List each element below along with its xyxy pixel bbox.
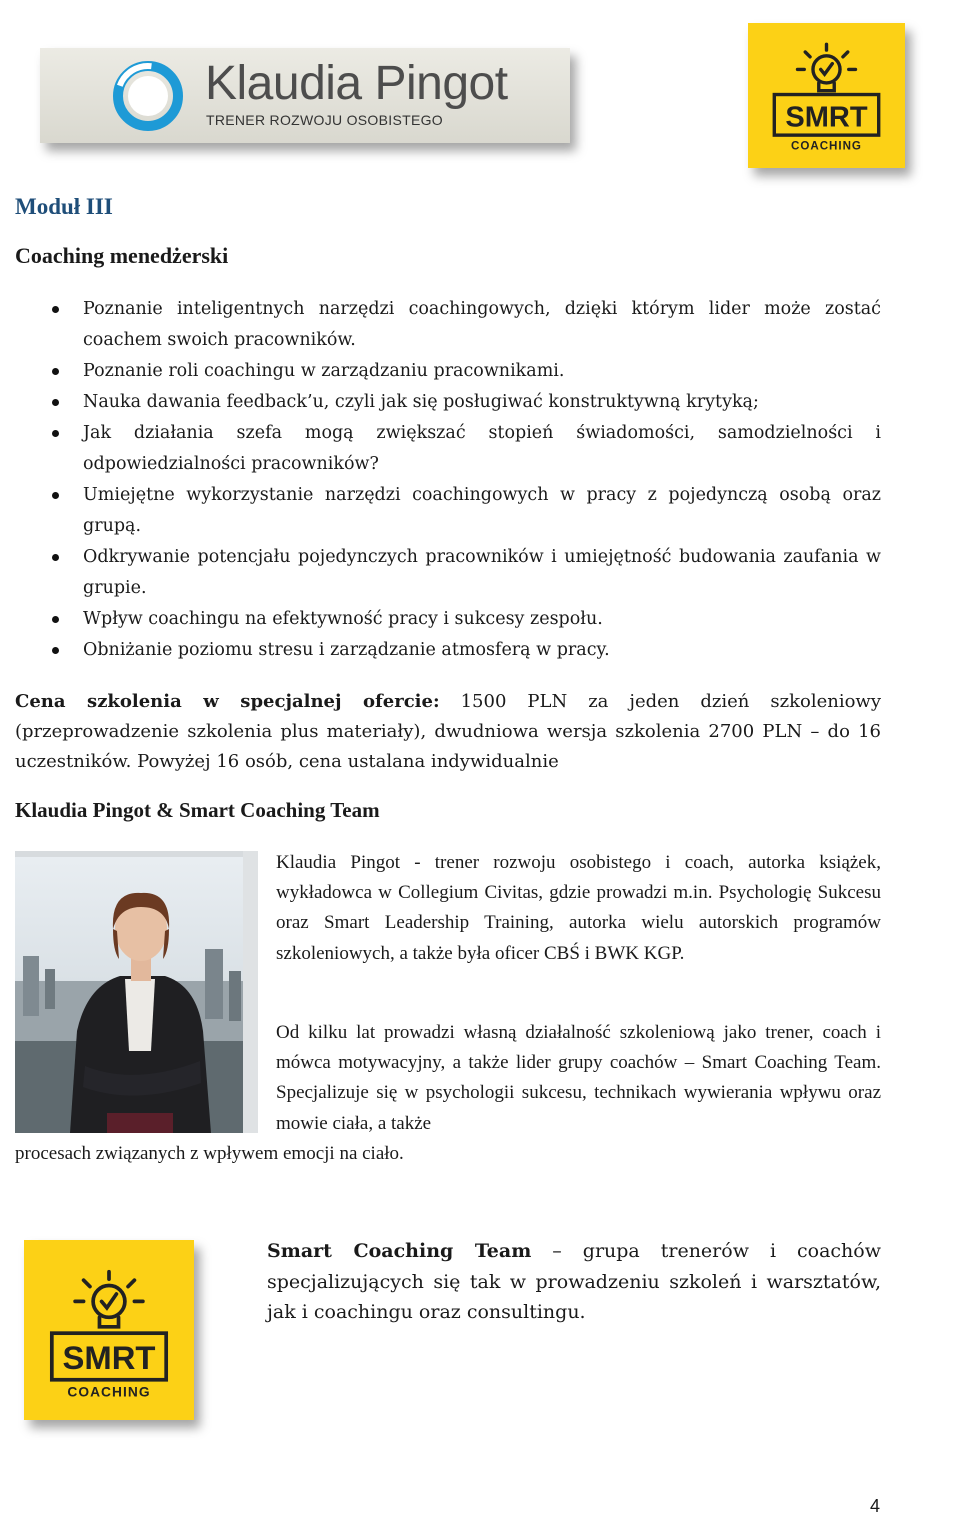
list-item: Obniżanie poziomu stresu i zarządzanie atmosferą w pracy. <box>83 635 881 666</box>
team-heading: Klaudia Pingot & Smart Coaching Team <box>15 798 380 822</box>
bio-paragraph-2-tail: procesach związanych z wpływem emocji na ciało. <box>15 1143 404 1164</box>
list-item: Poznanie roli coachingu w zarządzaniu pracownikami. <box>83 356 881 387</box>
logo-subtitle: TRENER ROZWOJU OSOBISTEGO <box>206 112 443 128</box>
logo-name: Klaudia Pingot <box>205 57 508 110</box>
lightbulb-icon <box>798 44 856 90</box>
module-label: Moduł III <box>15 194 113 219</box>
page-number: 4 <box>870 1496 881 1516</box>
smrt-coaching-logo-graphic <box>748 23 905 168</box>
price-paragraph <box>15 687 881 777</box>
list-item: Umiejętne wykorzystanie narzędzi coachingowych w pracy z pojedynczą osobą oraz grupą. <box>83 480 881 542</box>
list-item: Nauka dawania feedback’u, czyli jak się posługiwać konstruktywną krytyką; <box>83 387 881 418</box>
logo-ring-icon <box>112 60 184 132</box>
price-label: Cena szkolenia w specjalnej ofercie: <box>15 691 440 712</box>
bio-paragraph-2: Od kilku lat prowadzi własną działalność szkoleniową jako trener, coach i mówca motywacyjny, a także lider grupy coachów – Smart Coaching Team. Specjalizuje się w psychologii sukcesu, technikach wywierania wpływu oraz mowie ciała, a także <box>276 1022 881 1134</box>
smrt-logo-text: SMRT <box>62 1339 156 1377</box>
list-item: Wpływ coachingu na efektywność pracy i sukcesy zespołu. <box>83 604 881 635</box>
smart-team-description <box>267 1236 881 1328</box>
list-item: Poznanie inteligentnych narzędzi coachingowych, dzięki którym lider może zostać coachem swoich pracowników. <box>83 294 881 356</box>
portrait-photo <box>15 851 258 1133</box>
smrt-coaching-logo <box>748 23 905 168</box>
list-item: Odkrywanie potencjału pojedynczych pracowników i umiejętność budowania zaufania w grupie. <box>83 542 881 604</box>
module-bullet-list <box>83 294 881 666</box>
module-title: Coaching menedżerski <box>15 243 229 268</box>
lightbulb-icon <box>75 1272 143 1327</box>
smrt-logo-sub: COACHING <box>791 139 862 153</box>
smrt-logo-text: SMRT <box>785 101 868 134</box>
bio-paragraph-1: Klaudia Pingot - trener rozwoju osobistego i coach, autorka książek, wykładowca w Collegium Civitas, gdzie prowadzi m.in. Psychologię Sukcesu oraz Smart Leadership Training, autorka wielu autorskich programów szkoleniowych, a także była oficer CBŚ i BWK KGP. <box>276 852 881 964</box>
smrt-logo-sub: COACHING <box>67 1384 151 1400</box>
smart-team-name: Smart Coaching Team <box>267 1240 532 1262</box>
smrt-coaching-logo-graphic <box>24 1240 194 1420</box>
price-text: 1500 PLN za jeden dzień szkoleniowy (przeprowadzenie szkolenia plus materiały), dwudniowa wersja szkolenia 2700 PLN – do 16 uczestników. Powyżej 16 osób, cena ustalana indywidualnie <box>15 691 881 772</box>
list-item: Jak działania szefa mogą zwiększać stopień świadomości, samodzielności i odpowiedzialności pracowników? <box>83 418 881 480</box>
klaudia-pingot-logo <box>40 48 570 143</box>
smrt-coaching-logo-bottom <box>24 1240 194 1420</box>
portrait-image <box>15 851 258 1133</box>
smart-team-desc-text: – grupa trenerów i coachów specjalizujących się tak w prowadzeniu szkoleń i warsztatów, jak i coachingu oraz consultingu. <box>267 1240 881 1323</box>
